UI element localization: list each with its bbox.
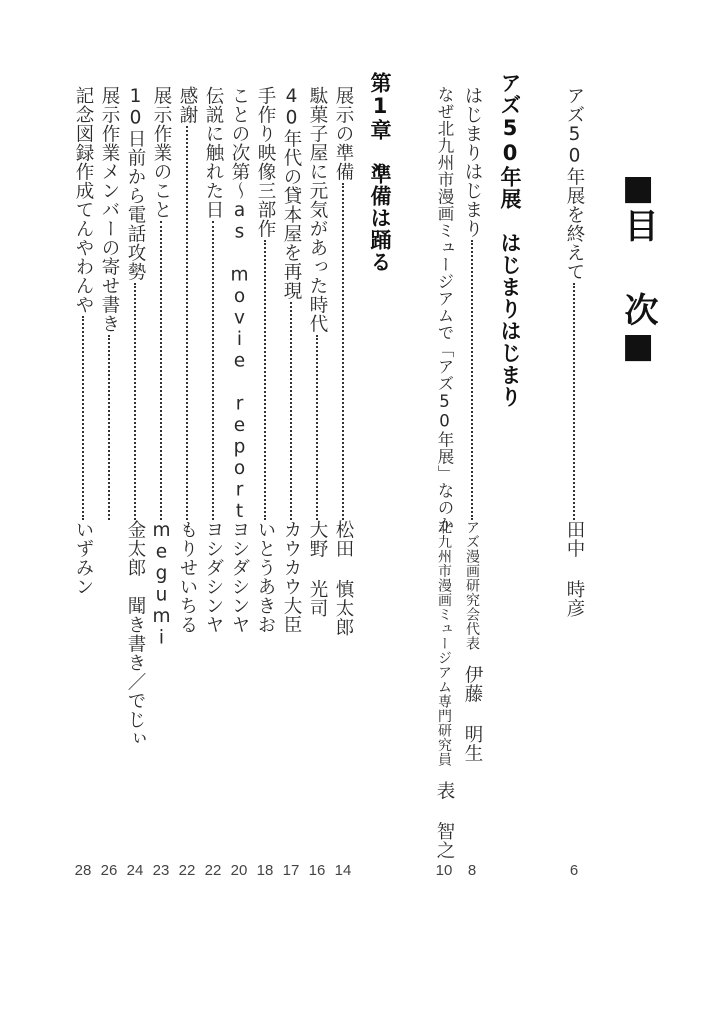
dot-leader xyxy=(108,335,110,520)
dot-leader xyxy=(134,283,136,520)
entry-author: 大野 光司 xyxy=(307,520,328,618)
entry-author: いとうあきお xyxy=(255,520,276,634)
entry-role: 北九州市漫画ミュージアム専門研究員 xyxy=(436,520,452,767)
dot-leader xyxy=(160,221,162,520)
toc-entry[interactable] xyxy=(174,86,200,520)
title-char: 次 xyxy=(618,292,658,326)
toc-title xyxy=(618,168,658,366)
entry-author: 松田 慎太郎 xyxy=(333,520,354,637)
toc-entry[interactable] xyxy=(561,86,587,520)
chapter-heading: 第1章 準備は踊る xyxy=(368,72,392,273)
dot-leader xyxy=(316,335,318,520)
entry-title: 感謝 xyxy=(177,86,198,124)
entry-page: 16 xyxy=(308,862,326,879)
entry-title: 展示作業のこと xyxy=(151,86,172,219)
entry-page: 6 xyxy=(569,862,579,879)
entry-page: 22 xyxy=(204,862,222,879)
toc-entry[interactable] xyxy=(96,86,122,520)
title-char: 目 xyxy=(618,208,658,242)
dot-leader xyxy=(186,126,188,520)
entry-title: アズ50年展を終えて xyxy=(564,86,585,281)
dot-leader xyxy=(212,221,214,520)
toc-entry[interactable] xyxy=(304,86,330,520)
entry-title: 40年代の貸本屋を再現 xyxy=(281,86,302,300)
entry-page: 20 xyxy=(230,862,248,879)
square-mark-icon: ■ xyxy=(618,326,658,366)
entry-page: 22 xyxy=(178,862,196,879)
entry-page: 24 xyxy=(126,862,144,879)
entry-role: アズ漫画研究会代表 xyxy=(464,520,480,651)
entry-author: 伊藤 明生 xyxy=(462,664,483,762)
entry-author: 田中 時彦 xyxy=(564,520,585,618)
entry-author: ヨシダシンヤ xyxy=(203,520,224,634)
entry-page: 8 xyxy=(467,862,477,879)
toc-entry[interactable] xyxy=(431,86,457,533)
entry-title: 手作り映像三部作 xyxy=(255,86,276,238)
entry-title: 展示の準備 xyxy=(333,86,354,181)
entry-page: 28 xyxy=(74,862,92,879)
entry-page: 17 xyxy=(282,862,300,879)
entry-author: 金太郎 聞き書き／でじぃ xyxy=(125,520,146,748)
toc-entry[interactable] xyxy=(200,86,226,520)
toc-entry[interactable] xyxy=(330,86,356,520)
dot-leader xyxy=(290,302,292,520)
entry-author: 表 智之 xyxy=(434,780,455,859)
toc-entry[interactable] xyxy=(226,86,252,523)
entry-title: 伝説に触れた日 xyxy=(203,86,224,219)
dot-leader xyxy=(342,183,344,520)
entry-title: ことの次第～as movie report xyxy=(229,86,250,523)
entry-author: もりせいちる xyxy=(177,520,198,634)
part-heading: アズ50年展 はじまりはじまり xyxy=(498,72,522,408)
entry-title: はじまりはじまり xyxy=(462,86,483,238)
entry-author: ヨシダシンヤ xyxy=(229,520,250,634)
entry-author: いずみン xyxy=(73,520,94,596)
entry-page: 23 xyxy=(152,862,170,879)
entry-title: 10日前から電話攻勢 xyxy=(125,86,146,281)
toc-entry[interactable] xyxy=(252,86,278,520)
entry-page: 10 xyxy=(435,862,453,879)
entry-title: 駄菓子屋に元気があった時代 xyxy=(307,86,328,333)
square-mark-icon: ■ xyxy=(618,168,658,208)
entry-author: カウカウ大臣 xyxy=(281,520,302,634)
dot-leader xyxy=(573,283,575,520)
toc-entry[interactable] xyxy=(122,86,148,520)
entry-title: 展示作業メンバーの寄せ書き xyxy=(99,86,120,333)
entry-page: 14 xyxy=(334,862,352,879)
entry-page: 18 xyxy=(256,862,274,879)
entry-page: 26 xyxy=(100,862,118,879)
entry-title: 記念図録作成てんやわんや xyxy=(73,86,94,314)
toc-entry[interactable] xyxy=(70,86,96,520)
toc-entry[interactable] xyxy=(459,86,485,520)
entry-title: なぜ北九州市漫画ミュージアムで「アズ50年展」なのか xyxy=(435,86,454,533)
toc-entry[interactable] xyxy=(278,86,304,520)
entry-author: megumi xyxy=(151,520,172,649)
toc-entry[interactable] xyxy=(148,86,174,520)
dot-leader xyxy=(82,316,84,520)
dot-leader xyxy=(471,240,473,520)
dot-leader xyxy=(264,240,266,520)
